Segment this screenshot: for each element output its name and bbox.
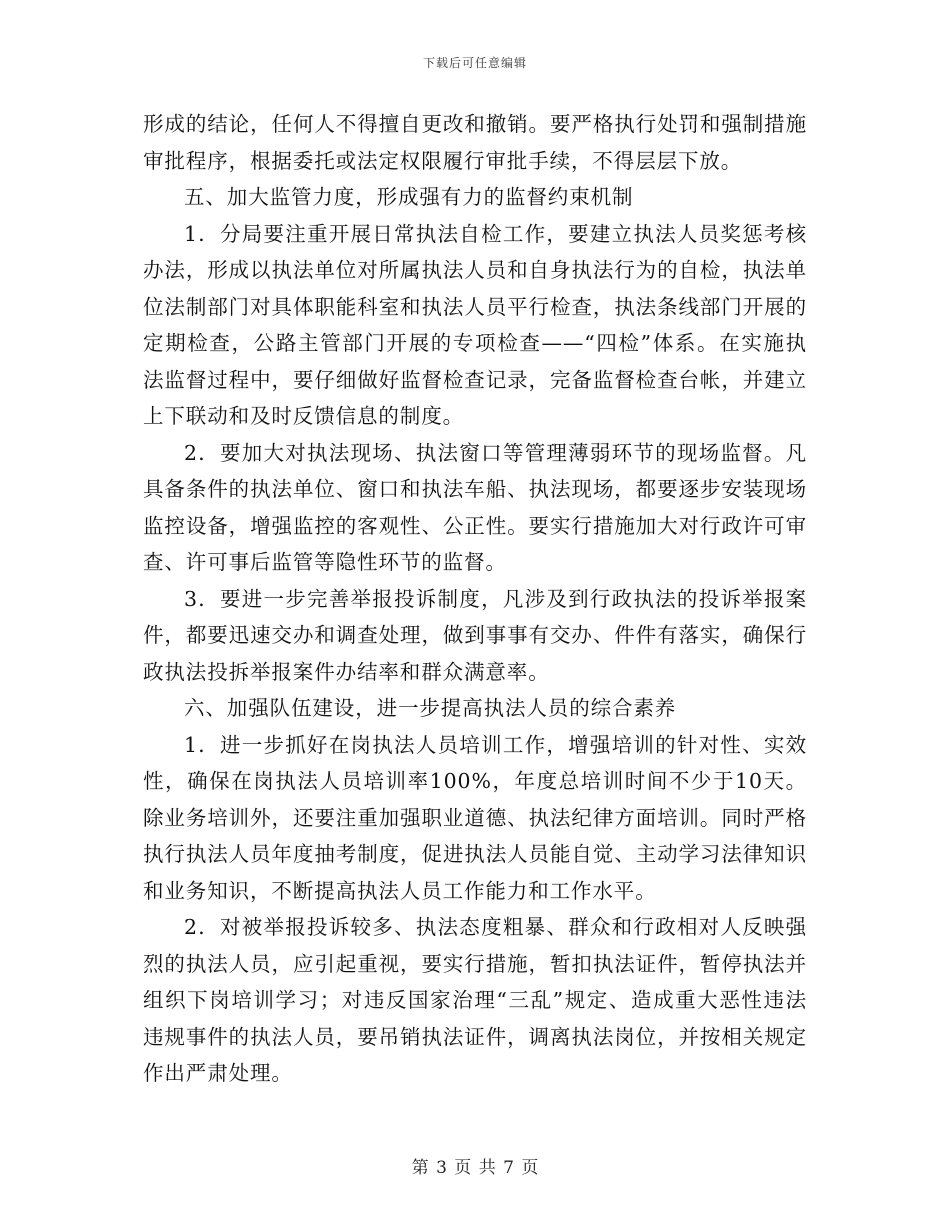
page-footer: 第 3 页 共 7 页 bbox=[411, 1158, 539, 1178]
paragraph-continuation: 形成的结论，任何人不得擅自更改和撤销。要严格执行处罚和强制措施审批程序，根据委托或法定权限履行审批手续，不得层层下放。 bbox=[143, 112, 807, 173]
paragraph-5-3: 3．要进一步完善举报投诉制度，凡涉及到行政执法的投诉举报案件，都要迅速交办和调查处理，做到事事有交办、件件有落实，确保行政执法投拆举报案件办结率和群众满意率。 bbox=[143, 586, 807, 684]
section-heading-6: 六、加强队伍建设，进一步提高执法人员的综合素养 bbox=[184, 696, 677, 720]
section-heading-5: 五、加大监管力度，形成强有力的监督约束机制 bbox=[184, 185, 634, 209]
page-header: 下载后可任意编辑 bbox=[422, 56, 527, 70]
paragraph-6-2: 2．对被举报投诉较多、执法态度粗暴、群众和行政相对人反映强烈的执法人员，应引起重视，要实行措施，暂扣执法证件，暂停执法并组织下岗培训学习；对违反国家治理“三乱”规定、造成重大恶性违法违规事件的执法人员，要吊销执法证件，调离执法岗位，并按相关规定作出严肃处理。 bbox=[143, 915, 807, 1085]
paragraph-6-1: 1．进一步抓好在岗执法人员培训工作，增强培训的针对性、实效性，确保在岗执法人员培训率100%，年度总培训时间不少于10天。除业务培训外，还要注重加强职业道德、执法纪律方面培训。同时严格执行执法人员年度抽考制度，促进执法人员能自觉、主动学习法律知识和业务知识，不断提高执法人员工作能力和工作水平。 bbox=[143, 732, 807, 903]
paragraph-5-1: 1．分局要注重开展日常执法自检工作，要建立执法人员奖惩考核办法，形成以执法单位对所属执法人员和自身执法行为的自检，执法单位法制部门对具体职能科室和执法人员平行检查，执法条线部门开展的定期检查，公路主管部门开展的专项检查——“四检”体系。在实施执法监督过程中，要仔细做好监督检查记录，完备监督检查台帐，并建立上下联动和及时反馈信息的制度。 bbox=[143, 221, 807, 428]
paragraph-5-2: 2．要加大对执法现场、执法窗口等管理薄弱环节的现场监督。凡具备条件的执法单位、窗口和执法车船、执法现场，都要逐步安装现场监控设备，增强监控的客观性、公正性。要实行措施加大对行政许可审查、许可事后监管等隐性环节的监督。 bbox=[143, 440, 807, 574]
document-body bbox=[143, 106, 807, 1092]
